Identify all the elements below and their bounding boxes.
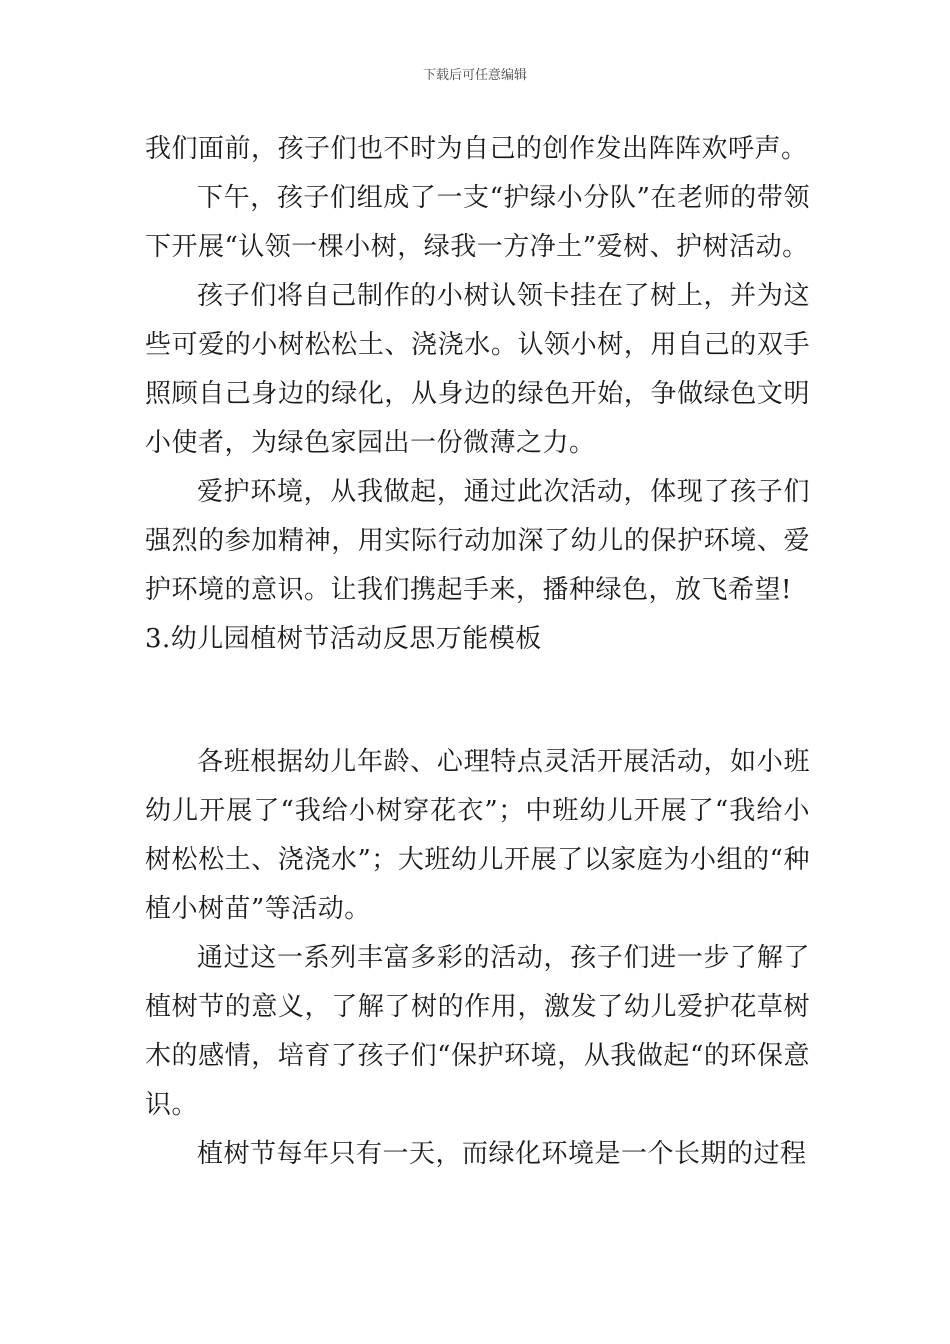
- document-body: [145, 125, 810, 1179]
- paragraph-4: 爱护环境，从我做起，通过此次活动，体现了孩子们强烈的参加精神，用实际行动加深了幼儿的保护环境、爱护环境的意识。让我们携起手来，播种绿色，放飞希望!: [145, 477, 810, 605]
- paragraph-6: 通过这一系列丰富多彩的活动，孩子们进一步了解了植树节的意义，了解了树的作用，激发了幼儿爱护花草树木的感情，培育了孩子们“保护环境，从我做起“的环保意识。: [145, 943, 810, 1120]
- paragraph-3: 孩子们将自己制作的小树认领卡挂在了树上，并为这些可爱的小树松松土、浇浇水。认领小树，用自己的双手照顾自己身边的绿化，从身边的绿色开始，争做绿色文明小使者，为绿色家园出一份微薄之力。: [145, 281, 810, 458]
- paragraph-2: 下午，孩子们组成了一支“护绿小分队”在老师的带领下开展“认领一棵小树，绿我一方净土”爱树、护树活动。: [145, 183, 810, 262]
- paragraph-7: 植树节每年只有一天，而绿化环境是一个长期的过程: [197, 1139, 807, 1169]
- paragraph-1: 我们面前，孩子们也不时为自己的创作发出阵阵欢呼声。: [145, 134, 808, 164]
- page-header: 下载后可任意编辑: [422, 68, 527, 83]
- paragraph-5: 各班根据幼儿年龄、心理特点灵活开展活动，如小班幼儿开展了“我给小树穿花衣”；中班幼儿开展了“我给小树松松土、浇浇水”；大班幼儿开展了以家庭为小组的“种植小树苗”等活动。: [145, 747, 810, 924]
- section-heading: 3.幼儿园植树节活动反思万能模板: [145, 624, 542, 654]
